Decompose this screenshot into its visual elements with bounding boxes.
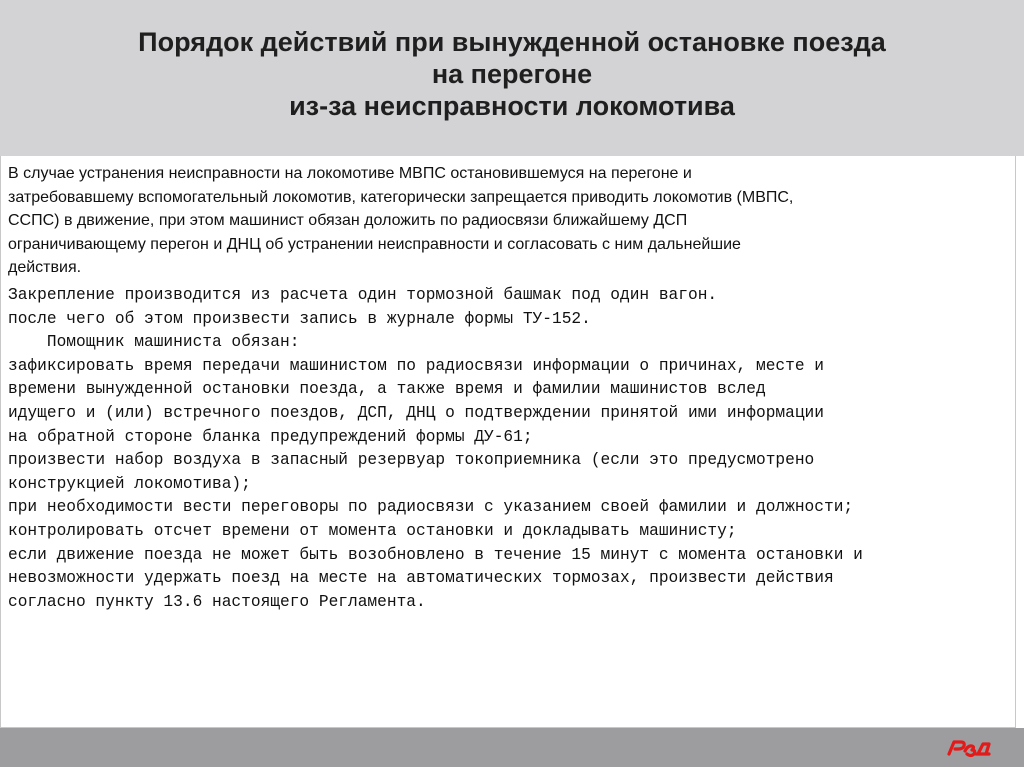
intro-line: затребовавшему вспомогательный локомотив, категорически запрещается приводить локомотив (МВПС, [8,188,794,206]
body-line: на обратной стороне бланка предупреждений формы ДУ-61; [8,427,533,446]
title-line-3: из-за неисправности локомотива [289,91,735,121]
body-line: Закрепление производится из расчета один тормозной башмак под один вагон. [8,286,718,304]
body-line: зафиксировать время передачи машинистом по радиосвязи информации о причинах, месте и [8,356,824,375]
body-line: после чего об этом произвести запись в журнале формы ТУ-152. [8,309,591,328]
rzd-logo-icon [945,736,993,758]
body-line: конструкцией локомотива); [8,474,251,493]
body-line: произвести набор воздуха в запасный резервуар токоприемника (если это предусмотрено [8,451,815,470]
body-line: времени вынужденной остановки поезда, а также время и фамилии машинистов вслед [8,380,766,399]
slide-title [40,26,984,122]
intro-line: ограничивающему перегон и ДНЦ об устранении неисправности и согласовать с ним дальнейшие [8,235,741,253]
body-line: невозможности удержать поезд на месте на автоматических тормозах, произвести действия [8,569,834,588]
body-line: если движение поезда не может быть возобновлено в течение 15 минут с момента остановки и [8,545,863,564]
footer-band [0,728,1024,767]
body-line: при необходимости вести переговоры по радиосвязи с указанием своей фамилии и должности; [8,498,854,517]
intro-line: ССПС) в движение, при этом машинист обязан доложить по радиосвязи ближайшему ДСП [8,212,688,230]
body-line: контролировать отсчет времени от момента остановки и докладывать машинисту; [8,521,737,540]
intro-line: В случае устранения неисправности на локомотиве МВПС остановившемуся на перегоне и [8,165,692,182]
body-line: Помощник машиниста обязан: [8,333,300,352]
body-line: согласно пункту 13.6 настоящего Регламента. [8,592,426,611]
intro-paragraph [8,162,1008,280]
intro-line: действия. [8,259,82,277]
title-line-1: Порядок действий при вынужденной остановке поезда [138,27,886,57]
instructions-text [8,284,1014,614]
title-line-2: на перегоне [431,59,593,89]
body-line: идущего и (или) встречного поездов, ДСП, ДНЦ о подтверждении принятой ими информации [8,403,824,422]
